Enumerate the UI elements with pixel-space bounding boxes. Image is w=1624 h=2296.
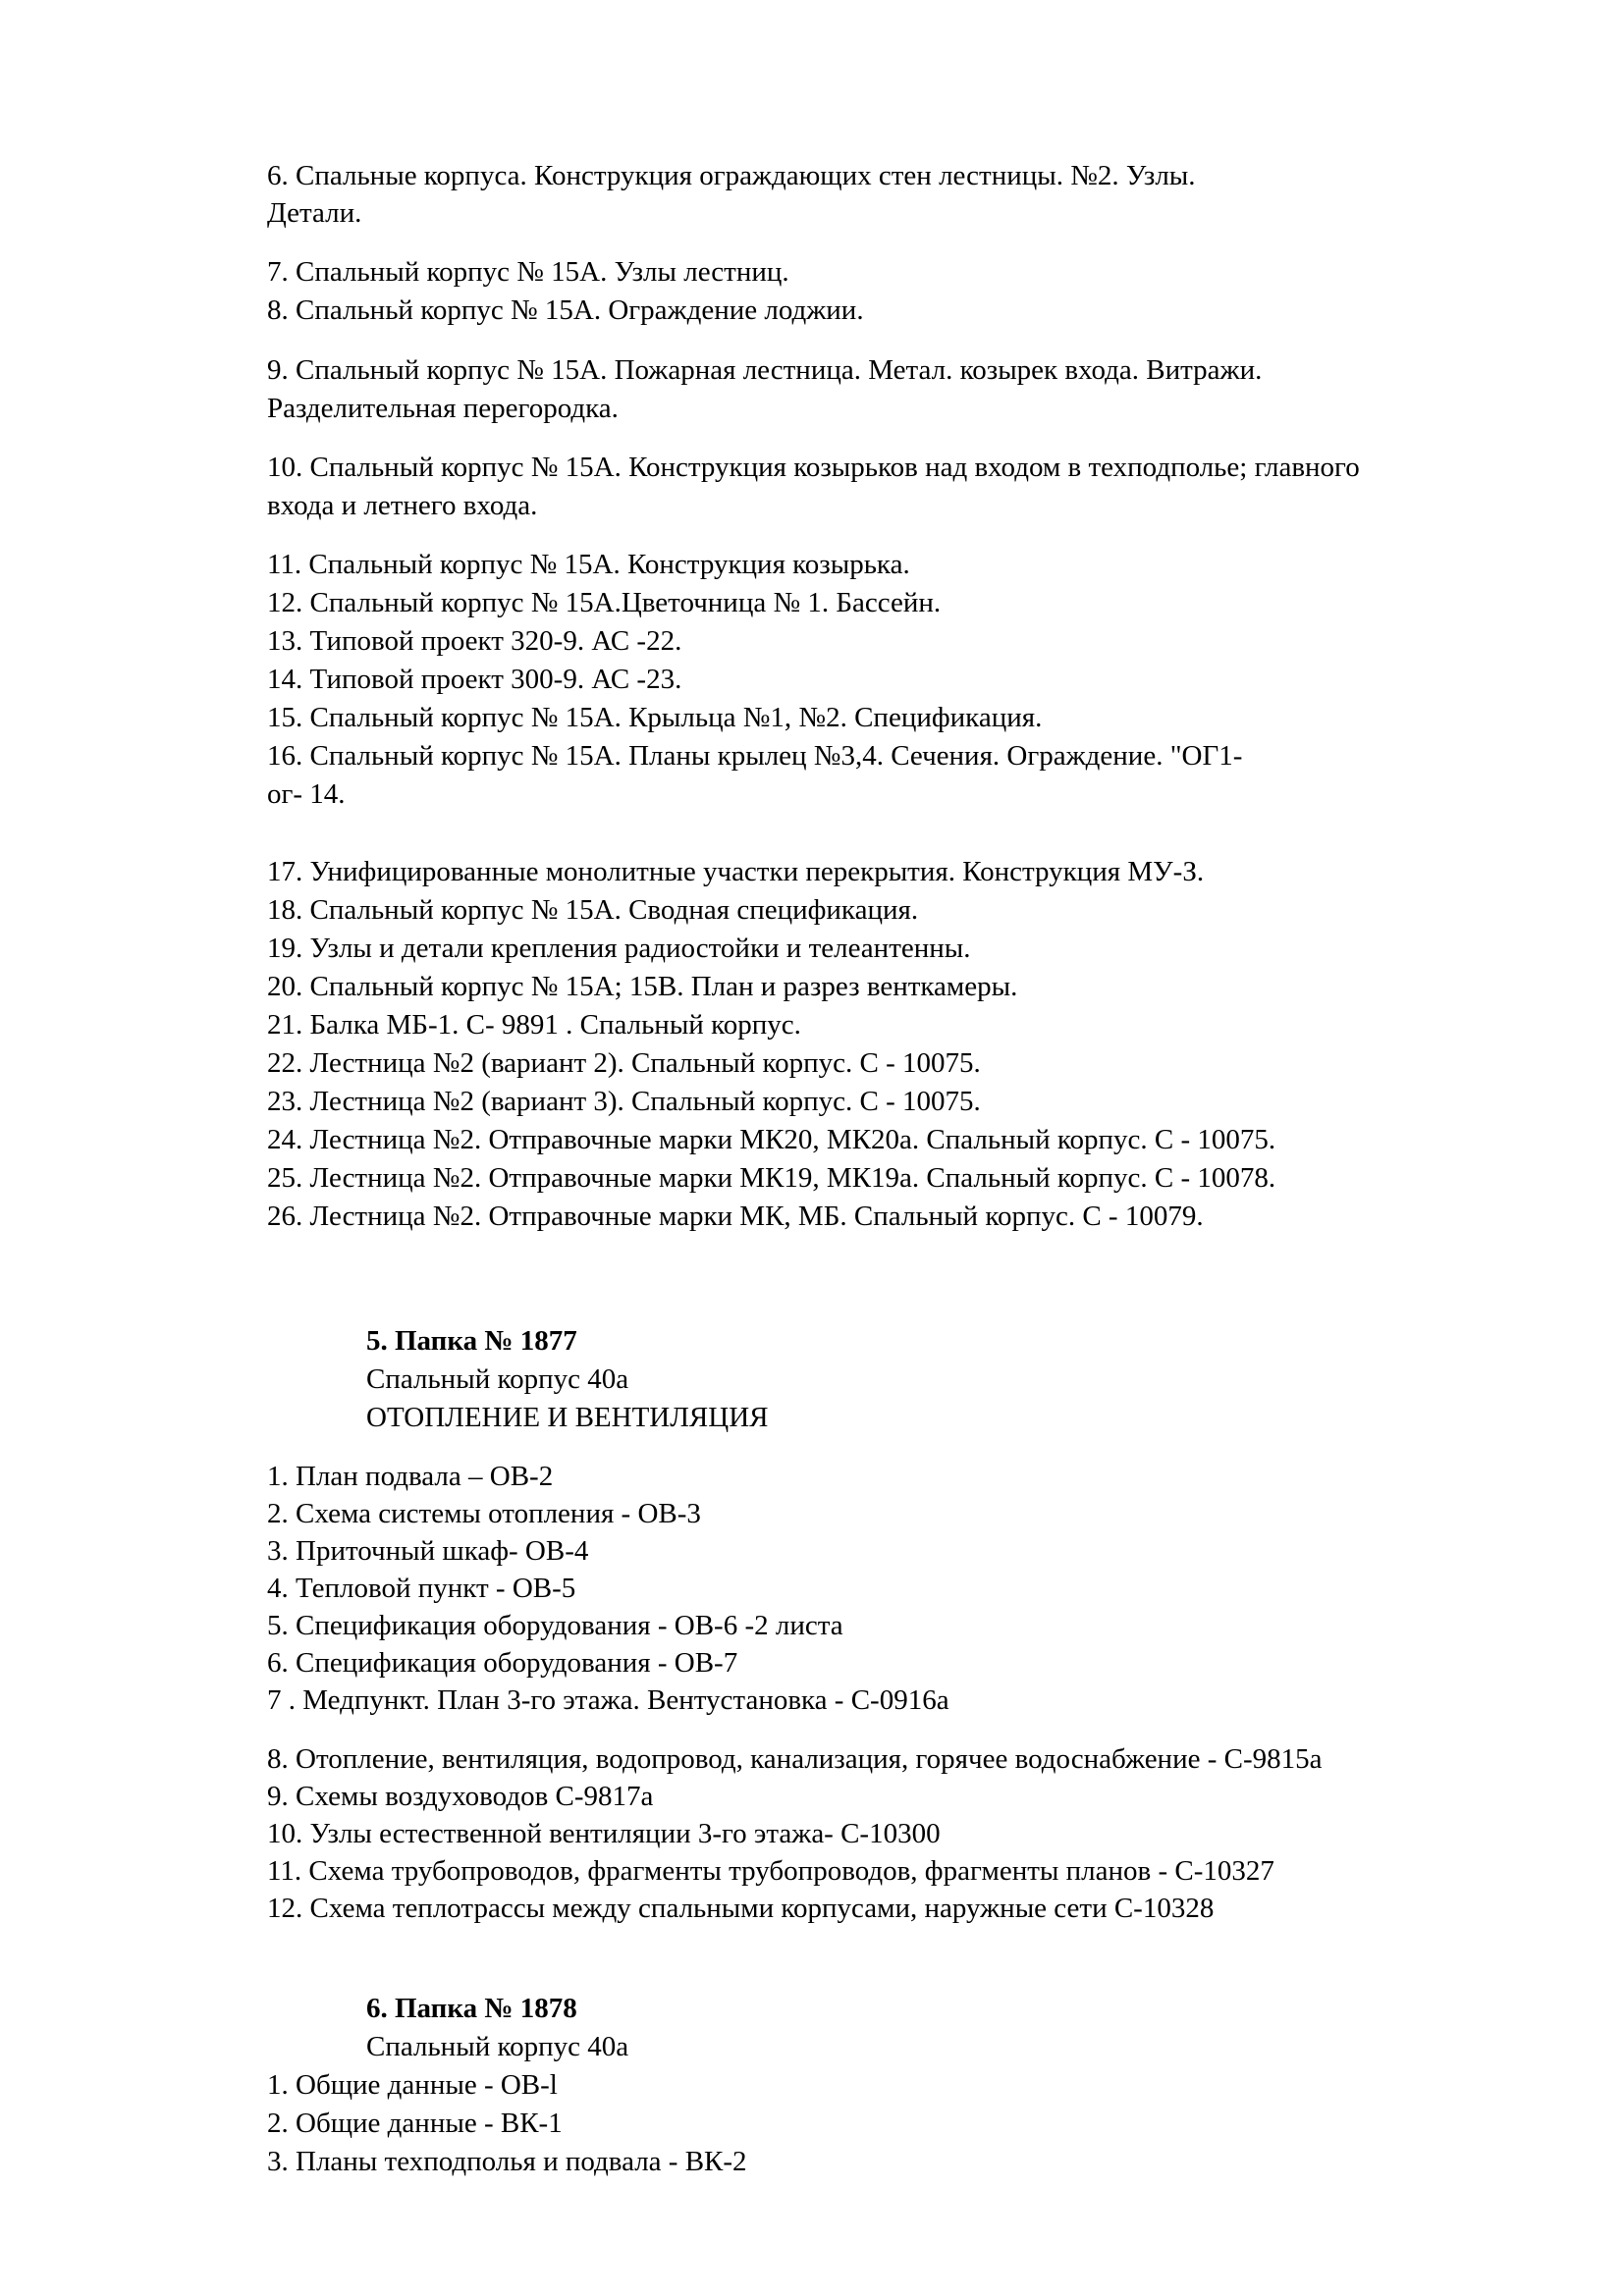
list-item: 12. Схема теплотрассы между спальными корпусами, наружные сети С-10328 — [267, 1893, 1215, 1924]
list-item: 9. Спальный корпус № 15А. Пожарная лестница. Метал. козырек входа. Витражи. — [267, 354, 1263, 386]
folder-subtitle: Спальный корпус 40а — [366, 1363, 629, 1395]
list-item: Разделительная перегородка. — [267, 393, 619, 424]
list-item: 5. Спецификация оборудования - ОВ-6 -2 листа — [267, 1610, 843, 1641]
list-item: 25. Лестница №2. Отправочные марки МК19, МК19а. Спальный корпус. С - 10078. — [267, 1162, 1276, 1194]
list-item: 20. Спальный корпус № 15А; 15В. План и разрез венткамеры. — [267, 971, 1018, 1002]
list-item: 14. Типовой проект 300-9. АС -23. — [267, 664, 682, 695]
list-item: 18. Спальный корпус № 15А. Сводная спецификация. — [267, 894, 919, 926]
list-item: 16. Спальный корпус № 15А. Планы крылец №3,4. Сечения. Ограждение. "ОГ1- — [267, 740, 1243, 772]
list-item: 6. Спальные корпуса. Конструкция ограждающих стен лестницы. №2. Узлы. — [267, 160, 1196, 191]
list-item: 7. Спальный корпус № 15А. Узлы лестниц. — [267, 256, 789, 288]
list-item: 8. Отопление, вентиляция, водопровод, канализация, горячее водоснабжение - С-9815а — [267, 1743, 1323, 1775]
list-item: Детали. — [267, 197, 362, 229]
folder-subtitle: Спальный корпус 40а — [366, 2031, 629, 2062]
list-item: 22. Лестница №2 (вариант 2). Спальный корпус. С - 10075. — [267, 1047, 981, 1079]
list-item: 11. Схема трубопроводов, фрагменты трубопроводов, фрагменты планов - С-10327 — [267, 1855, 1274, 1887]
list-item: 10. Спальный корпус № 15А. Конструкция козырьков над входом в техподполье; главного — [267, 452, 1360, 483]
list-item: 15. Спальный корпус № 15А. Крыльца №1, №2. Спецификация. — [267, 702, 1043, 733]
list-item: 19. Узлы и детали крепления радиостойки и телеантенны. — [267, 933, 971, 964]
list-item: 12. Спальный корпус № 15А.Цветочница № 1. Бассейн. — [267, 587, 942, 618]
list-item: 3. Планы техподполья и подвала - ВК-2 — [267, 2146, 747, 2177]
folder-heading: 5. Папка № 1877 — [366, 1325, 577, 1357]
list-item: 24. Лестница №2. Отправочные марки МК20, МК20а. Спальный корпус. С - 10075. — [267, 1124, 1276, 1155]
list-item: 13. Типовой проект 320-9. АС -22. — [267, 625, 682, 657]
folder-heading: 6. Папка № 1878 — [366, 1993, 577, 2024]
list-item: 23. Лестница №2 (вариант 3). Спальный корпус. С - 10075. — [267, 1086, 981, 1117]
list-item: 8. Спальньй корпус № 15А. Ограждение лоджии. — [267, 294, 864, 326]
section-title: ОТОПЛЕНИЕ И ВЕНТИЛЯЦИЯ — [366, 1402, 769, 1433]
list-item: 1. Общие данные - ОВ-l — [267, 2069, 558, 2101]
list-item: 2. Схема системы отопления - ОВ-3 — [267, 1498, 701, 1529]
list-item: 21. Балка МБ-1. С- 9891 . Спальный корпус. — [267, 1009, 801, 1041]
list-item: 3. Приточный шкаф- ОВ-4 — [267, 1535, 589, 1567]
list-item: 9. Схемы воздуховодов С-9817а — [267, 1781, 654, 1812]
list-item: 4. Тепловой пункт - ОВ-5 — [267, 1573, 576, 1604]
list-item: 10. Узлы естественной вентиляции 3-го этажа- С-10300 — [267, 1818, 941, 1849]
list-item: 1. План подвала – ОВ-2 — [267, 1461, 554, 1492]
list-item: ог- 14. — [267, 778, 346, 810]
list-item: 11. Спальный корпус № 15А. Конструкция козырька. — [267, 549, 910, 580]
list-item: 2. Общие данные - ВК-1 — [267, 2108, 563, 2139]
list-item: 17. Унифицированные монолитные участки перекрытия. Конструкция МУ-З. — [267, 856, 1205, 887]
list-item: 6. Спецификация оборудования - ОВ-7 — [267, 1647, 738, 1679]
list-item: входа и летнего входа. — [267, 490, 538, 521]
list-item: 26. Лестница №2. Отправочные марки МК, МБ. Спальный корпус. С - 10079. — [267, 1201, 1204, 1232]
list-item: 7 . Медпункт. План 3-го этажа. Вентустановка - С-0916а — [267, 1684, 949, 1716]
